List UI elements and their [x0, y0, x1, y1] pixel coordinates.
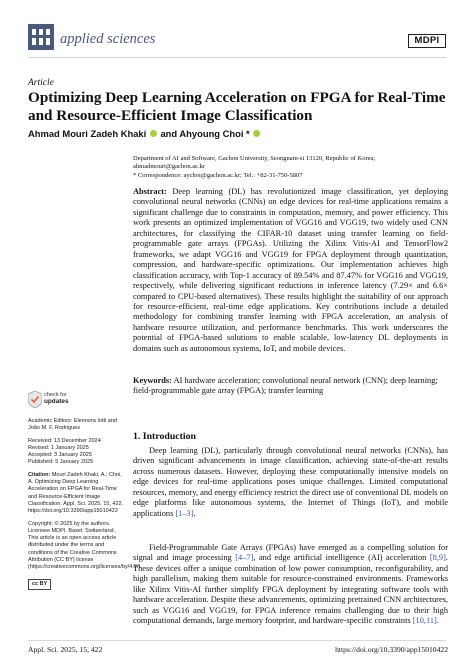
- paragraph-text: Deep learning (DL), particularly through convolutional neural networks (CNNs), has driven significant advancements in image classification, achieving state-of-the-art results across numerous datasets. However, deploying these computationally intensive models on edge devices for real-time applications poses unique challenges. Limited computational resources, memory, and energy efficiency restrict the direct use of conventional DL models on edge platforms like autonomous systems, the Internet of Things (IoT), and mobile applications: [133, 446, 448, 518]
- citation-link[interactable]: [4–7]: [235, 553, 254, 563]
- updates-line1: check for: [44, 392, 67, 398]
- updates-icon: [28, 391, 42, 408]
- journal-name: applied sciences: [60, 31, 156, 47]
- paragraph-text: . These devices offer a unique combination of low power consumption, reconfigurability, and high parallelism, making them suitable for resource-constrained environments. Frameworks like Xilinx Vitis-AI further simplify FPGA deployment by integrating software tools with hardware acceleration. Despite these advancements, optimizing pretrained CNN architectures, such as VGG16 and VGG19, for FPGA inference remains challenging due to their high computational demands, large memory footprint, and hardware-specific constraints: [133, 553, 448, 626]
- orcid-icon[interactable]: [253, 130, 260, 137]
- paragraph-text: , and edge artificial intelligence (AI) acceleration: [253, 553, 430, 563]
- doi-link[interactable]: https://doi.org/10.3390/app15010422: [335, 645, 448, 654]
- authors: [28, 128, 448, 140]
- journal-reference: Appl. Sci. 2025, 15, 422: [28, 645, 103, 654]
- citation-link[interactable]: [10,11]: [412, 616, 437, 626]
- citation-label: Citation:: [28, 471, 51, 478]
- keywords-text: AI hardware acceleration; convolutional neural network (CNN); deep learning; field-programmable gate array (FPGA); transfer learning: [133, 376, 438, 396]
- author-name[interactable]: Ahyoung Choi *: [179, 128, 250, 139]
- paragraph-text: .: [193, 508, 196, 518]
- intro-paragraph: [133, 446, 448, 519]
- author-separator: and: [160, 128, 178, 139]
- affiliation: Department of AI and Software, Gachon University, Seongnam-si 13120, Republic of Korea; ahmadmouri@gachon.ac.kr: [133, 155, 376, 171]
- keywords-label: Keywords:: [133, 376, 172, 385]
- affiliation-block: [133, 155, 443, 180]
- academic-editors: Academic Editors: Eleonora Iotti and João M. F. Rodrigues: [28, 418, 117, 432]
- header-divider: [28, 57, 446, 58]
- keywords: [133, 376, 448, 397]
- abstract-text: Deep learning (DL) has revolutionized image classification, yet deploying convolutional neural networks (CNNs) on edge devices for real-time applications remains a significant challenge due to constraints in computation, memory, and power efficiency. This work presents an optimized implementation of VGG16 and VGG19, two widely used CNN architectures, for classifying the CIFAR-10 dataset using transfer learning on field-programmable gate arrays (FPGAs). Utilizing the Xilinx Vitis-AI and TensorFlow2 frameworks, we adapt VGG16 and VGG19 for FPGA deployment through quantization, compression, and hardware-specific optimizations. Our implementation achieves high classification accuracy, with Top-1 accuracy of 89.54% and 87.47% for VGG16 and VGG19, respectively, while delivering significant reductions in inference latency (7.29× and 6.6× compared to CPU-based alternatives). These results highlight the suitability of our approach for resource-efficient, real-time edge applications. Key contributions include a detailed methodology for combining transfer learning with FPGA acceleration, an analysis of hardware resource utilization, and performance benchmarks. This work underscores the potential of FPGA-based solutions to enable scalable, low-latency DL deployments in domains such as autonomous systems, IoT, and mobile devices.: [133, 187, 448, 353]
- section-heading: 1. Introduction: [133, 431, 196, 442]
- correspondence: * Correspondence: aychoi@gachon.ac.kr; Tel.: +82-31-750-5807: [133, 171, 303, 179]
- intro-paragraph: [133, 543, 448, 627]
- footer-divider: [28, 640, 446, 641]
- cc-by-license-icon[interactable]: cc BY: [28, 579, 51, 590]
- publisher-logo: MDPI: [408, 34, 446, 48]
- updates-line2: updates: [44, 397, 69, 405]
- article-title: Optimizing Deep Learning Acceleration on FPGA for Real-Time and Resource-Efficient Image Classification: [28, 89, 446, 124]
- paragraph-text: .: [436, 616, 439, 626]
- journal-logo: [28, 24, 54, 50]
- abstract-label: Abstract:: [133, 187, 167, 196]
- paragraph-text: Field-Programmable Gate Arrays (FPGAs) have emerged as a compelling solution for signal and image processing: [133, 543, 448, 563]
- accepted-date: Accepted: 3 January 2025: [28, 452, 92, 459]
- copyright-block: [28, 520, 142, 572]
- copyright-text: Copyright: © 2025 by the authors. Licensee MDPI, Basel, Switzerland. This article is an open access article distributed under the terms and conditions of the Creative Commons Attribution (CC BY) license (https://creativecommons.org/licenses/by/4.0/).: [28, 520, 142, 571]
- citation-link[interactable]: [1–3]: [175, 508, 194, 518]
- abstract: [133, 187, 448, 354]
- check-for-updates-button[interactable]: [28, 390, 96, 410]
- dates-block: [28, 438, 126, 467]
- author-name[interactable]: Ahmad Mouri Zadeh Khaki: [28, 128, 147, 139]
- article-type: Article: [28, 78, 54, 88]
- sidebar: [28, 418, 142, 590]
- citation-text: Mouri Zadeh Khaki, A.; Choi, A. Optimizing Deep Learning Acceleration on FPGA for Real-Time and Resource-Efficient Image Classification. Appl. Sci. 2025, 15, 422. https://doi.org/10.3390/app15010422: [28, 471, 124, 515]
- citation-block: [28, 472, 126, 516]
- orcid-icon[interactable]: [150, 130, 157, 137]
- citation-link[interactable]: [8,9]: [429, 553, 446, 563]
- published-date: Published: 5 January 2025: [28, 459, 94, 466]
- revised-date: Revised: 1 January 2025: [28, 444, 89, 451]
- received-date: Received: 13 December 2024: [28, 437, 101, 444]
